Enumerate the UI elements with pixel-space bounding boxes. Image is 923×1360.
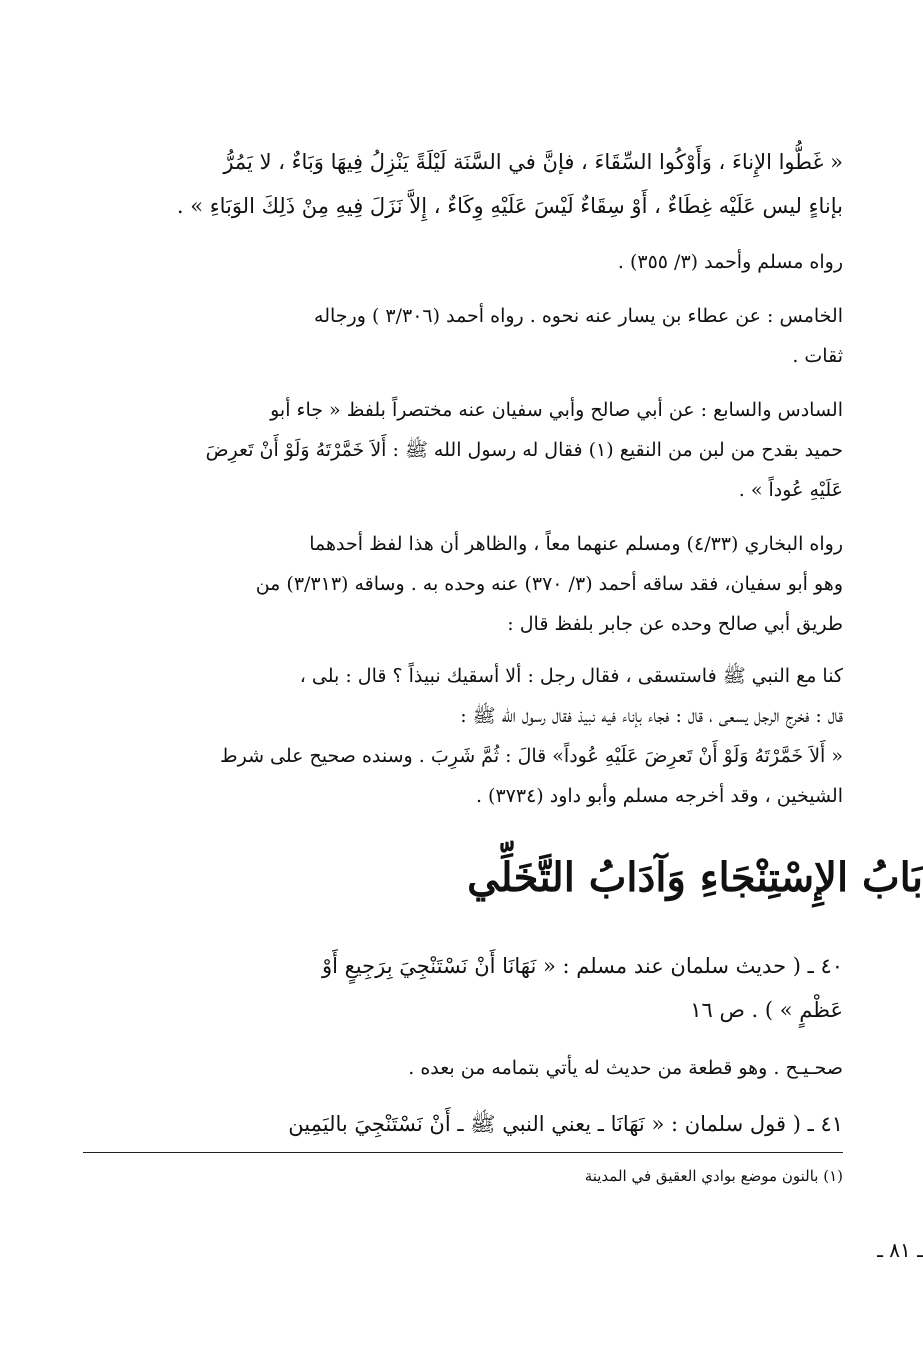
hadith-item-41 (80, 1102, 843, 1146)
text-line: « أَلاَ خَمَّرْتَهُ وَلَوْ أَنْ تَعرِضَ عَلَيْهِ عُوداً» قالَ : ثُمَّ شَرِبَ . وسنده صحيح على شرط (220, 745, 843, 767)
text-line: رواه مسلم وأحمد (٣/ ٣٥٥) . (617, 251, 843, 273)
chapter-heading: بَابُ الإِسْتِنْجَاءِ وَآدَابُ التَّخَلِّي (467, 854, 923, 901)
hadith-item-40 (80, 944, 843, 1032)
footnote-divider (83, 1152, 843, 1153)
page-number: ـ ٨١ ـ (877, 1238, 923, 1262)
text-line: بإناءٍ ليس عَلَيْه غِطَاءٌ ، أَوْ سِقَاءٌ لَيْسَ عَلَيْهِ وِكَاءٌ ، إِلاَّ نَزَلَ فِيهِ مِنْ ذَلِكَ الوَبَاءِ » . (176, 194, 843, 218)
text-line: رواه البخاري (٤/٣٣) ومسلم عنهما معاً ، والظاهر أن هذا لفظ أحدهما (309, 533, 843, 555)
bukhari-narration-paragraph (80, 524, 843, 644)
text-line: السادس والسابع : عن أبي صالح وأبي سفيان عنه مختصراً بلفظ « جاء أبو (270, 399, 843, 421)
narration-source-paragraph (80, 242, 843, 282)
text-line: قال : فخرج الرجل يسعى ، قال : فجاء بإناء فيه نبيذ فقال رسول الله ﷺ : (460, 705, 843, 727)
authenticity-note (80, 1048, 843, 1088)
footnote: (١) بالنون موضع بوادي العقيق في المدينة (584, 1167, 843, 1185)
text-line: وهو أبو سفيان، فقد ساقه أحمد (٣/ ٣٧٠) عنه وحده به . وساقه (٣/٣١٣) من (255, 573, 843, 595)
text-line: ٤١ ـ ( قول سلمان : « نَهَانَا ـ يعني النبي ﷺ ـ أَنْ نَسْتَنْجِيَ باليَمِين (288, 1112, 843, 1136)
text-line: « غَطُّوا الإِناءَ ، وَأَوْكُوا السِّقَاءَ ، فإنَّ في السَّنَة لَيْلَةً يَنْزِلُ فِيهَا وَبَاءٌ ، لا يَمُرُّ (223, 150, 843, 174)
text-line: صحـيـح . وهو قطعة من حديث له يأتي بتمامه من بعده . (408, 1057, 843, 1079)
text-line: عَلَيْهِ عُوداً » . (738, 479, 843, 501)
text-line: ٤٠ ـ ( حديث سلمان عند مسلم : « نَهَانَا أَنْ نَسْتَنْجِيَ بِرَجِيعٍ أَوْ (321, 954, 843, 978)
text-line: عَظْمٍ » ) . ص ١٦ (690, 998, 843, 1022)
text-line: حميد بقدح من لبن من النقيع (١) فقال له رسول الله ﷺ : أَلاَ خَمَّرْتَهُ وَلَوْ أَنْ تَعرِضَ (205, 439, 843, 461)
text-line: الشيخين ، وقد أخرجه مسلم وأبو داود (٣٧٣٤) . (475, 785, 843, 807)
hadith-quote-paragraph (80, 140, 843, 228)
jabir-narration-paragraph (80, 656, 843, 816)
text-line: الخامس : عن عطاء بن يسار عنه نحوه . رواه أحمد (٣/٣٠٦ ) ورجاله (314, 305, 843, 327)
text-line: ثقات . (792, 345, 843, 367)
fifth-narration-paragraph (80, 296, 843, 376)
text-line: كنا مع النبي ﷺ فاستسقى ، فقال رجل : ألا أسقيك نبيذاً ؟ قال : بلى ، (299, 665, 843, 687)
text-line: طريق أبي صالح وحده عن جابر بلفظ قال : (507, 613, 843, 635)
sixth-seventh-narration-paragraph (80, 390, 843, 510)
